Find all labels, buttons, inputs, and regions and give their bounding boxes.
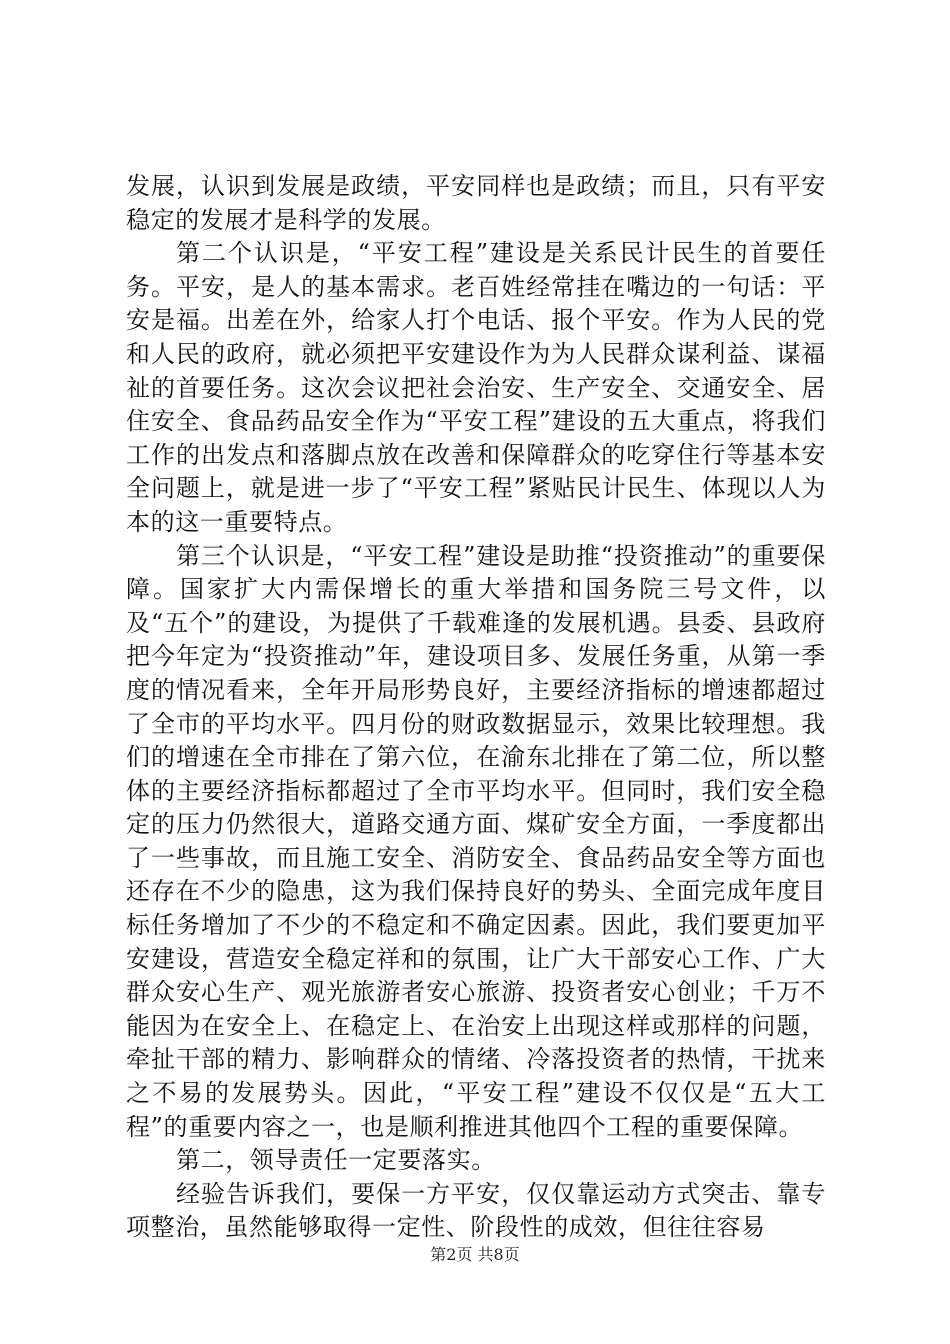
paragraph-third-understanding: 第三个认识是，“平安工程”建设是助推“投资推动”的重要保障。国家扩大内需保增长的重大举措和国务院三号文件，以及“五个”的建设，为提供了千载难逢的发展机遇。县委、县政府把今年定为“投资推动”年，建设项目多、发展任务重，从第一季度的情况看来，全年开局形势良好，主要经济指标的增速都超过了全市的平均水平。四月份的财政数据显示，效果比较理想。我们的增速在全市排在了第六位，在渝东北排在了第二位，所以整体的主要经济指标都超过了全市平均水平。但同时，我们安全稳定的压力仍然很大，道路交通方面、煤矿安全方面，一季度都出了一些事故，而且施工安全、消防安全、食品药品安全等方面也还存在不少的隐患，这为我们保持良好的势头、全面完成年度目标任务增加了不少的不稳定和不确定因素。因此，我们要更加平安建设，营造安全稳定祥和的氛围，让广大干部安心工作、广大群众安心生产、观光旅游者安心旅游、投资者安心创业；千万不能因为在安全上、在稳定上、在治安上出现这样或那样的问题，牵扯干部的精力、影响群众的情绪、冷落投资者的热情，干扰来之不易的发展势头。因此，“平安工程”建设不仅仅是“五大工程”的重要内容之一，也是顺利推进其他四个工程的重要保障。 — [126, 541, 826, 1141]
paragraph-second-understanding: 第二个认识是，“平安工程”建设是关系民计民生的首要任务。平安，是人的基本需求。老百姓经常挂在嘴边的一句话：平安是福。出差在外，给家人打个电话、报个平安。作为人民的党和人民的政府，就必须把平安建设作为为人民群众谋利益、谋福祉的首要任务。这次会议把社会治安、生产安全、交通安全、居住安全、食品药品安全作为“平安工程”建设的五大重点，将我们工作的出发点和落脚点放在改善和保障群众的吃穿住行等基本安全问题上，就是进一步了“平安工程”紧贴民计民生、体现以人为本的这一重要特点。 — [126, 239, 826, 536]
paragraph-continuation: 发展，认识到发展是政绩，平安同样也是政绩；而且，只有平安稳定的发展才是科学的发展。 — [126, 172, 826, 234]
section-heading-leadership: 第二，领导责任一定要落实。 — [176, 1146, 496, 1175]
paragraph-experience: 经验告诉我们，要保一方平安，仅仅靠运动方式突击、靠专项整治，虽然能够取得一定性、阶段性的成效，但往往容易 — [126, 1179, 826, 1242]
page-number-footer: 第2页 共8页 — [430, 1245, 520, 1264]
document-body — [126, 170, 826, 1245]
